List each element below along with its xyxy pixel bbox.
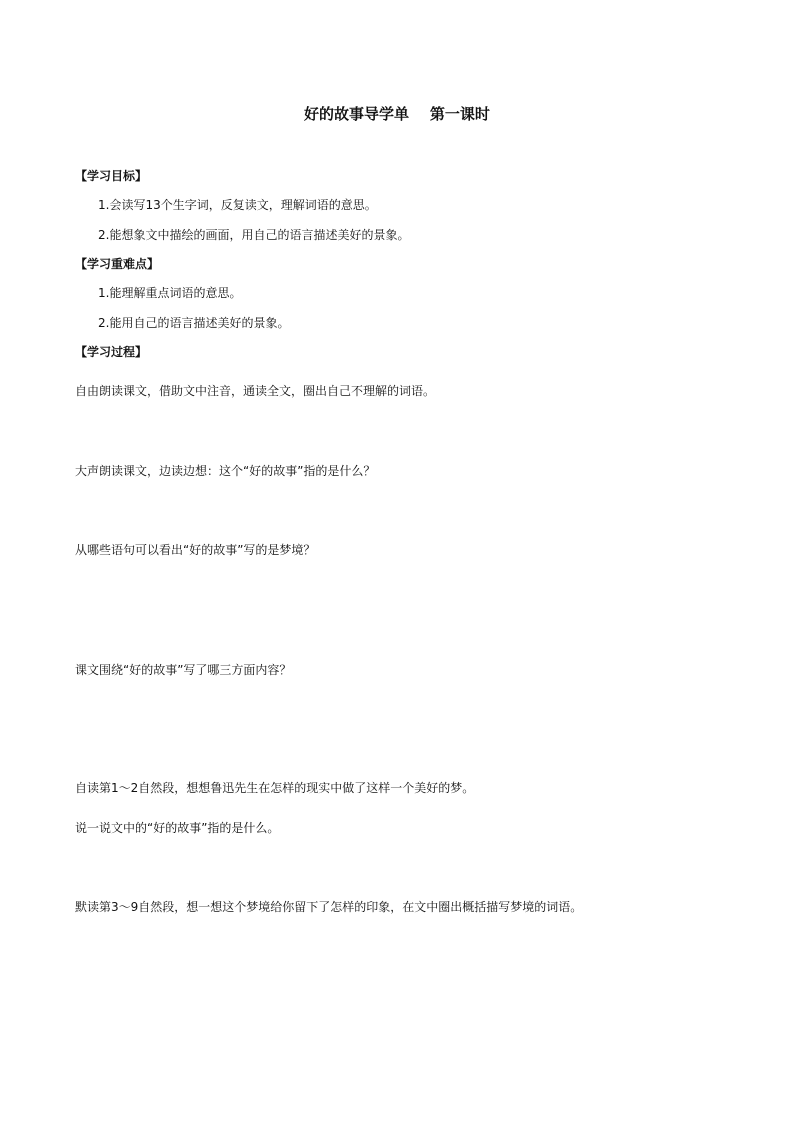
process-heading: 【学习过程】 xyxy=(75,345,148,359)
objectives-heading: 【学习目标】 xyxy=(75,169,148,183)
process-task: 大声朗读课文，边读边想：这个“好的故事”指的是什么？ xyxy=(75,464,376,478)
objective-item: 2.能想象文中描绘的画面，用自己的语言描述美好的景象。 xyxy=(98,228,410,242)
key-point-item: 2.能用自己的语言描述美好的景象。 xyxy=(98,316,290,330)
objective-item: 1.会读写13个生字词，反复读文，理解词语的意思。 xyxy=(98,198,377,212)
process-task: 自由朗读课文，借助文中注音，通读全文，圈出自己不理解的词语。 xyxy=(75,384,436,398)
process-task: 课文围绕“好的故事”写了哪三方面内容？ xyxy=(75,663,292,677)
process-task: 默读第3～9自然段，想一想这个梦境给你留下了怎样的印象，在文中圈出概括描写梦境的词语。 xyxy=(75,900,583,914)
process-task: 说一说文中的“好的故事”指的是什么。 xyxy=(75,821,280,835)
key-point-item: 1.能理解重点词语的意思。 xyxy=(98,286,242,300)
process-task: 从哪些语句可以看出“好的故事”写的是梦境？ xyxy=(75,543,316,557)
page-title: 好的故事导学单 第一课时 xyxy=(304,105,490,123)
process-task: 自读第1～2自然段，想想鲁迅先生在怎样的现实中做了这样一个美好的梦。 xyxy=(75,781,475,795)
key-points-heading: 【学习重难点】 xyxy=(75,257,160,271)
